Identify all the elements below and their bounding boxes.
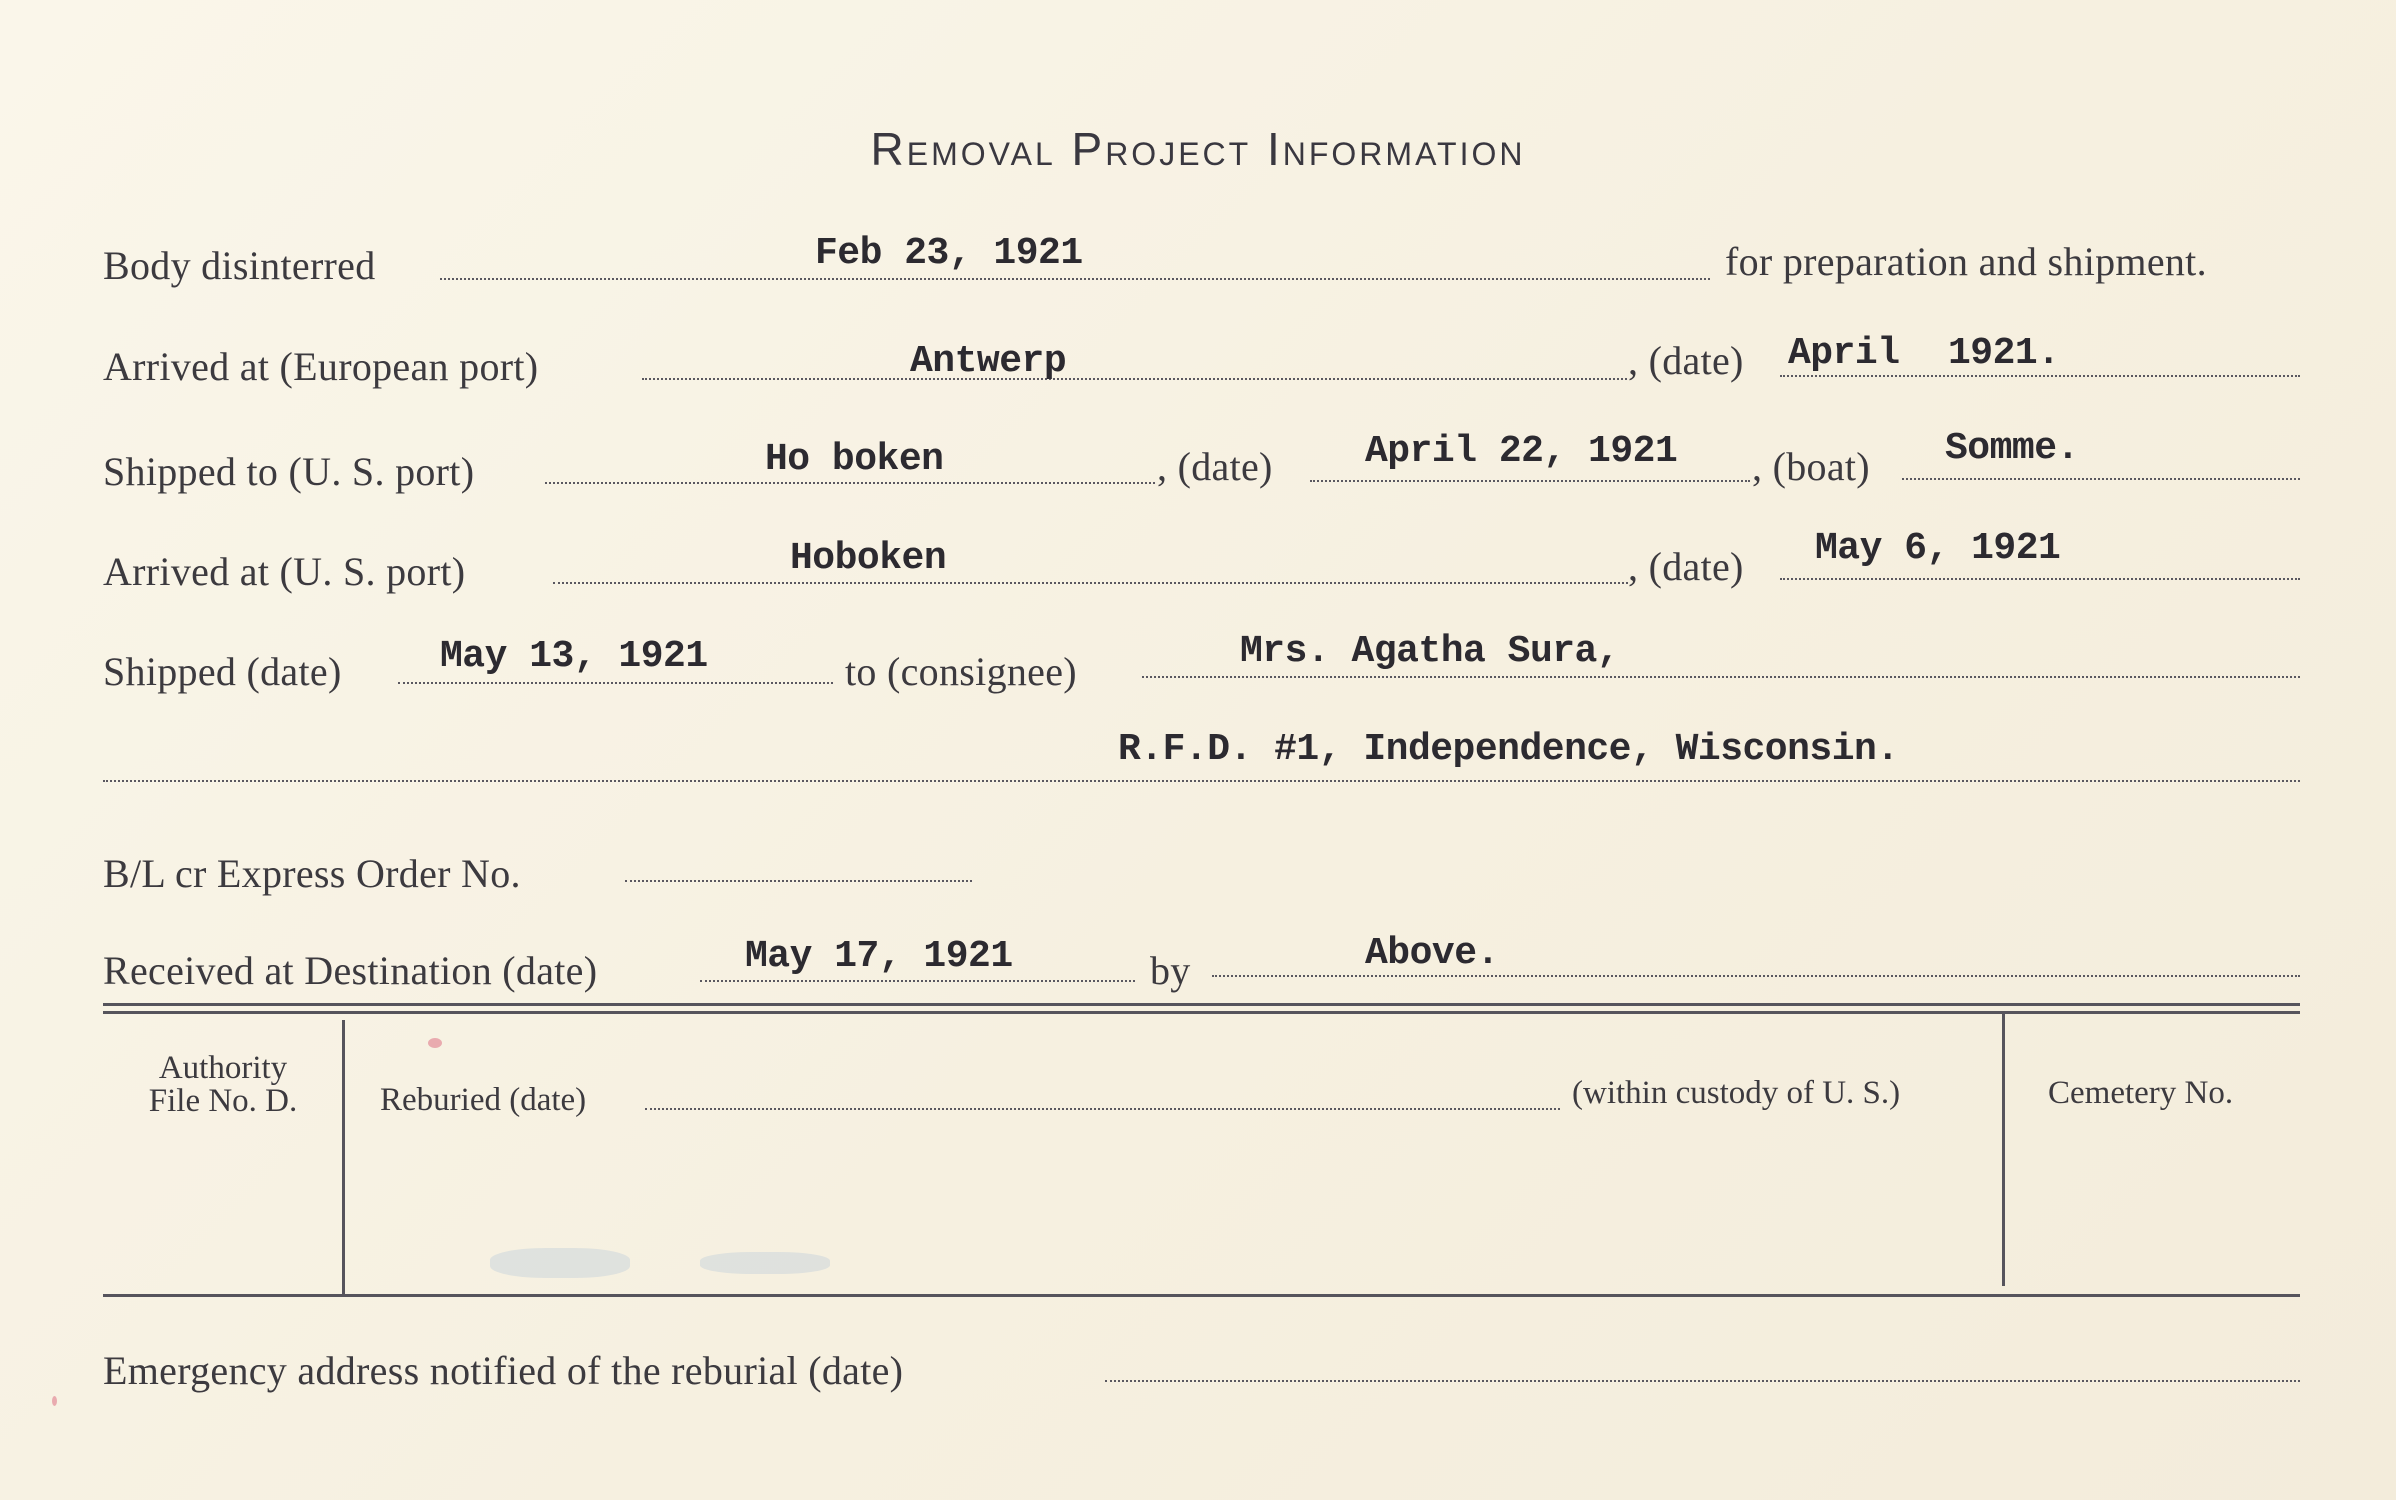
received-by-label: by <box>1150 948 1191 993</box>
euro-port-label: Arrived at (European port) <box>103 344 539 389</box>
box-top-rule-2 <box>103 1011 2300 1014</box>
box-top-rule-1 <box>103 1003 2300 1006</box>
shipped-date-line <box>398 682 833 684</box>
box-divider-left <box>342 1020 345 1295</box>
cemetery-label: Cemetery No. <box>2048 1075 2234 1111</box>
us-port-date-line <box>1780 578 2300 580</box>
shipped-date-value: May 13, 1921 <box>440 635 708 678</box>
shipped-to-line <box>545 482 1155 484</box>
disinterred-line <box>440 278 1710 280</box>
shipped-to-date-line <box>1310 480 1750 482</box>
received-label: Received at Destination (date) <box>103 948 598 993</box>
euro-port-date-value: April <box>1788 332 1900 375</box>
boat-line <box>1902 478 2300 480</box>
address-line <box>103 780 2300 782</box>
emergency-line <box>1105 1380 2300 1382</box>
ink-speck-edge <box>52 1396 57 1406</box>
received-value: May 17, 1921 <box>745 935 1013 978</box>
emergency-label: Emergency address notified of the reburial (date) <box>103 1348 904 1393</box>
us-port-date-value: May 6, 1921 <box>1815 527 2061 570</box>
custody-label: (within custody of U. S.) <box>1572 1075 1901 1111</box>
consignee-value: Mrs. Agatha Sura, <box>1240 630 1620 673</box>
consignee-line <box>1142 676 2300 678</box>
euro-port-date-label: , (date) <box>1628 338 1744 383</box>
shipped-to-value: Ho boken <box>765 438 944 481</box>
euro-port-line <box>642 378 1627 380</box>
us-port-value: Hoboken <box>790 537 947 580</box>
us-port-label: Arrived at (U. S. port) <box>103 549 466 594</box>
shipped-to-label: Shipped to (U. S. port) <box>103 449 475 494</box>
address-value: R.F.D. #1, Independence, Wisconsin. <box>1118 728 1899 771</box>
euro-port-date-line <box>1780 375 2300 377</box>
shipped-to-date-label: , (date) <box>1157 444 1273 489</box>
bl-line <box>625 880 972 882</box>
paper-stain-2 <box>700 1252 830 1274</box>
euro-port-value: Antwerp <box>910 340 1067 383</box>
received-by-line <box>1212 975 2300 977</box>
paper-stain-1 <box>490 1248 630 1278</box>
shipped-date-label: Shipped (date) <box>103 649 342 694</box>
disinterred-suffix: for preparation and shipment. <box>1725 239 2207 284</box>
authority-line-2: File No. D. <box>148 1083 298 1119</box>
card-title: Removal Project Information <box>870 123 1526 175</box>
shipped-to-date-value: April 22, 1921 <box>1365 430 1678 473</box>
consignee-label: to (consignee) <box>845 649 1077 694</box>
boat-value: Somme. <box>1945 427 2079 470</box>
received-by-value: Above. <box>1365 932 1499 975</box>
us-port-date-label: , (date) <box>1628 544 1744 589</box>
bl-label: B/L cr Express Order No. <box>103 851 521 896</box>
reburied-line <box>645 1108 1560 1110</box>
euro-port-date-year: 1921. <box>1948 332 2060 375</box>
received-line <box>700 980 1135 982</box>
disinterred-value: Feb 23, 1921 <box>815 232 1083 275</box>
ink-speck <box>428 1038 442 1048</box>
us-port-line <box>553 582 1628 584</box>
authority-label <box>113 1052 333 1118</box>
disinterred-label: Body disinterred <box>103 243 376 288</box>
boat-label: , (boat) <box>1752 444 1870 489</box>
box-bottom-rule <box>103 1294 2300 1297</box>
box-divider-right <box>2002 1014 2005 1286</box>
reburied-label: Reburied (date) <box>380 1082 587 1118</box>
authority-line-1: Authority <box>158 1050 288 1086</box>
